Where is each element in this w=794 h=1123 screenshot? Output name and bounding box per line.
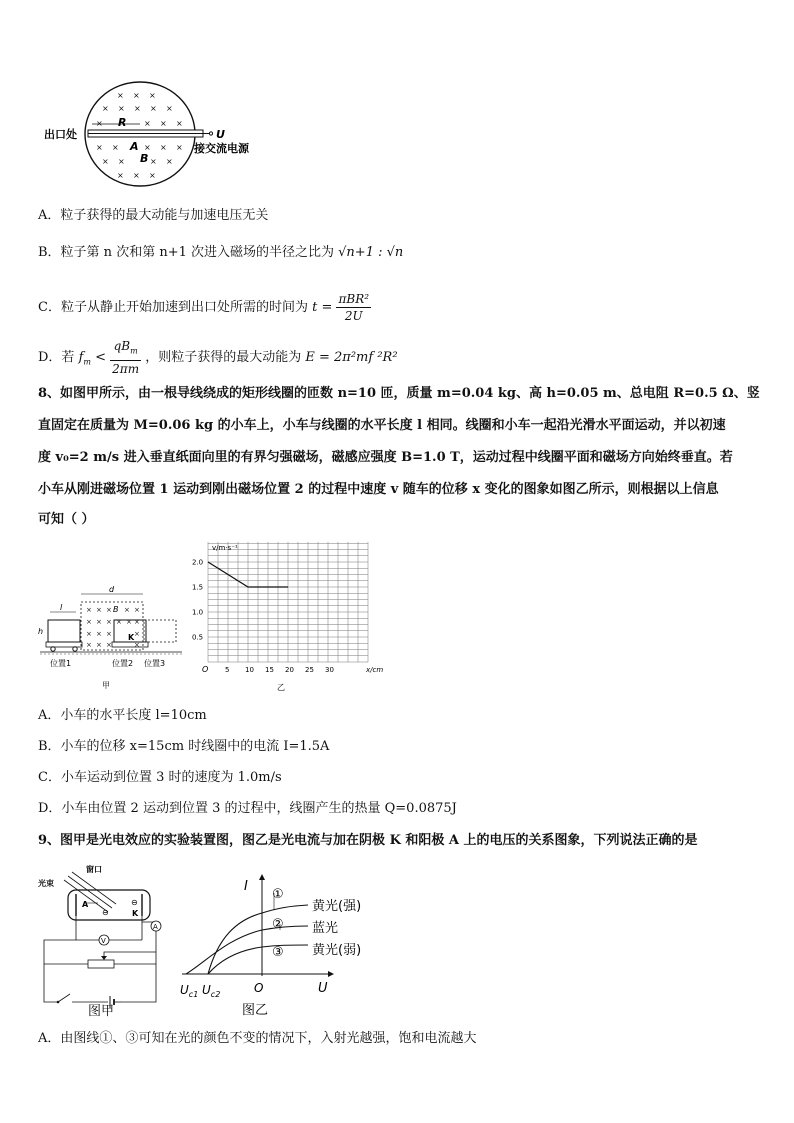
cathode-k-label: K bbox=[132, 909, 139, 918]
q8-option-c: C．小车运动到位置 3 时的速度为 1.0m/s bbox=[38, 770, 282, 785]
y-tick-label: 1.5 bbox=[192, 583, 204, 592]
l-label: l bbox=[60, 603, 63, 612]
svg-text:×: × bbox=[116, 618, 122, 626]
svg-text:×: × bbox=[106, 641, 112, 649]
svg-text:×: × bbox=[160, 119, 167, 128]
chart-x-label: x/cm bbox=[366, 666, 384, 674]
curve-1-marker: ① bbox=[272, 887, 284, 902]
svg-text:×: × bbox=[150, 104, 157, 113]
q8-figure-jia bbox=[36, 582, 186, 694]
svg-text:×: × bbox=[102, 157, 109, 166]
velocity-displacement-chart bbox=[190, 538, 390, 694]
voltage-axis-label: U bbox=[318, 981, 328, 996]
chart-y-label: v/m·s⁻¹ bbox=[212, 544, 238, 552]
origin-label-q9: O bbox=[254, 981, 264, 995]
svg-text:×: × bbox=[149, 91, 156, 100]
svg-text:×: × bbox=[106, 618, 112, 626]
svg-text:×: × bbox=[96, 119, 103, 128]
svg-text:×: × bbox=[117, 91, 124, 100]
q7-option-c-numerator: πBR² bbox=[338, 292, 370, 306]
yellow-strong-curve bbox=[208, 905, 308, 974]
figure-jia-caption: 甲 bbox=[102, 681, 110, 690]
yellow-weak-curve bbox=[208, 945, 308, 974]
q7-option-d-lt: < bbox=[95, 350, 107, 365]
cyclotron-figure bbox=[44, 80, 264, 190]
svg-text:×: × bbox=[86, 618, 92, 626]
q7-option-c-lhs: t = bbox=[312, 300, 333, 315]
h-label: h bbox=[38, 627, 44, 636]
curve-2-marker: ② bbox=[272, 917, 284, 932]
chart-origin-label: O bbox=[202, 665, 209, 674]
svg-text:×: × bbox=[166, 157, 173, 166]
svg-text:×: × bbox=[134, 618, 140, 626]
svg-text:×: × bbox=[86, 641, 92, 649]
svg-text:×: × bbox=[96, 618, 102, 626]
q8-stem-line-2: 直固定在质量为 M=0.06 kg 的小车上，小车与线圈的水平长度 l 相同。线圈和小车一起沿光滑水平面运动，并以初速 bbox=[38, 418, 726, 433]
svg-text:×: × bbox=[126, 618, 132, 626]
q8-stem-line-1: 8、如图甲所示，由一根导线绕成的矩形线圈的匝数 n=10 匝，质量 m=0.04 kg、高 h=0.05 m、总电阻 R=0.5 Ω、竖 bbox=[38, 386, 760, 401]
q8-option-d: D．小车由位置 2 运动到位置 3 的过程中，线圈产生的热量 Q=0.0875J bbox=[38, 801, 457, 816]
q9-option-a-post: 可知在光的颜色不变的情况下，入射光越强，饱和电流越大 bbox=[138, 1031, 477, 1046]
x-tick-label: 5 bbox=[225, 666, 230, 674]
y-tick-label: 0.5 bbox=[192, 633, 204, 642]
svg-text:×: × bbox=[86, 630, 92, 638]
q7-option-d-numerator: $qB_m$ bbox=[110, 338, 141, 360]
uc1-label: U bbox=[180, 983, 189, 997]
q9-figure-yi bbox=[178, 858, 378, 1020]
current-axis-label: I bbox=[244, 879, 248, 894]
svg-text:×: × bbox=[144, 143, 151, 152]
voltage-u-label: U bbox=[216, 128, 225, 141]
q9-figure-jia bbox=[38, 860, 168, 1020]
q7-option-b bbox=[38, 245, 403, 261]
q7-option-d-text2: ，则粒子获得的最大动能为 bbox=[145, 350, 302, 365]
svg-text:×: × bbox=[150, 157, 157, 166]
q7-option-d-fraction bbox=[110, 338, 141, 376]
yellow-strong-label: 黄光(强) bbox=[312, 899, 362, 914]
svg-text:×: × bbox=[106, 630, 112, 638]
d-label: d bbox=[109, 585, 115, 594]
k-label-jia: K bbox=[128, 633, 135, 642]
svg-text:×: × bbox=[149, 171, 156, 180]
svg-text:⊖: ⊖ bbox=[131, 898, 138, 907]
window-label: 窗口 bbox=[86, 865, 102, 874]
x-tick-label: 15 bbox=[265, 666, 274, 674]
x-tick-label: 30 bbox=[325, 666, 334, 674]
x-tick-label: 20 bbox=[285, 666, 294, 674]
svg-text:×: × bbox=[118, 157, 125, 166]
q7-option-c bbox=[38, 288, 371, 328]
svg-text:×: × bbox=[102, 104, 109, 113]
svg-text:×: × bbox=[106, 606, 112, 614]
anode-a-label: A bbox=[82, 900, 89, 909]
svg-text:Uc2: $U_{c2}$ bbox=[202, 983, 221, 999]
svg-text:×: × bbox=[124, 606, 130, 614]
q7-option-c-fraction bbox=[336, 291, 371, 324]
svg-text:×: × bbox=[133, 91, 140, 100]
svg-text:×: × bbox=[134, 606, 140, 614]
q9-option-a-sep: 、 bbox=[112, 1031, 126, 1046]
q9-option-a-curve3: ③ bbox=[125, 1031, 139, 1046]
svg-text:×: × bbox=[134, 641, 140, 649]
q7-option-c-text: C．粒子从静止开始加速到出口处所需的时间为 bbox=[38, 300, 308, 315]
svg-text:×: × bbox=[134, 630, 140, 638]
svg-text:×: × bbox=[96, 143, 103, 152]
yellow-weak-label: 黄光(弱) bbox=[312, 943, 362, 958]
field-b-label: B bbox=[140, 152, 149, 165]
q7-option-b-text: B．粒子第 n 次和第 n+1 次进入磁场的半径之比为 bbox=[38, 245, 334, 260]
figure-jia-caption-q9: 图甲 bbox=[88, 1004, 115, 1019]
svg-text:×: × bbox=[112, 143, 119, 152]
svg-text:×: × bbox=[96, 606, 102, 614]
q7-option-b-formula: √n+1 : √n bbox=[338, 245, 404, 260]
position-3-label: 位置3 bbox=[144, 659, 166, 668]
q8-option-a: A．小车的水平长度 l=10cm bbox=[38, 708, 207, 723]
q8-stem-line-5: 可知（ ） bbox=[38, 512, 95, 527]
exit-label: 出口处 bbox=[44, 128, 77, 141]
svg-text:×: × bbox=[133, 171, 140, 180]
q7-option-d-fm: $f_m$ bbox=[78, 350, 91, 367]
q7-option-a: A．粒子获得的最大动能与加速电压无关 bbox=[38, 208, 269, 223]
x-tick-label: 25 bbox=[305, 666, 314, 674]
svg-text:×: × bbox=[96, 641, 102, 649]
field-b-label-jia: B bbox=[113, 605, 119, 614]
uc2-label: U bbox=[202, 983, 211, 997]
y-tick-label: 2.0 bbox=[192, 558, 204, 567]
figure-yi-caption-q9: 图乙 bbox=[242, 1003, 269, 1018]
q7-option-d-denominator: 2πm bbox=[112, 361, 140, 376]
svg-text:×: × bbox=[118, 104, 125, 113]
position-2-label: 位置2 bbox=[112, 659, 134, 668]
q9-option-a-pre: A．由图线 bbox=[38, 1031, 100, 1046]
svg-text:×: × bbox=[144, 119, 151, 128]
x-tick-label: 10 bbox=[245, 666, 254, 674]
q8-figure-yi bbox=[190, 538, 390, 694]
position-1-label: 位置1 bbox=[50, 659, 72, 668]
q8-stem-line-4: 小车从刚进磁场位置 1 运动到刚出磁场位置 2 的过程中速度 v 随车的位移 x 变化的图象如图乙所示，则根据以上信息 bbox=[38, 482, 719, 497]
ac-source-label: 接交流电源 bbox=[194, 142, 249, 155]
beam-label: 光束 bbox=[38, 879, 54, 888]
point-a-label: A bbox=[130, 140, 139, 153]
voltmeter-label: V bbox=[101, 937, 106, 945]
q9-option-a-curve1: ① bbox=[99, 1031, 113, 1046]
svg-text:×: × bbox=[86, 606, 92, 614]
svg-text:⊖: ⊖ bbox=[102, 908, 109, 917]
svg-text:×: × bbox=[166, 104, 173, 113]
radius-label: R bbox=[118, 116, 127, 129]
y-tick-label: 1.0 bbox=[192, 608, 204, 617]
svg-text:×: × bbox=[134, 104, 141, 113]
figure-yi-caption: 乙 bbox=[277, 683, 285, 692]
q8-option-b: B．小车的位移 x=15cm 时线圈中的电流 I=1.5A bbox=[38, 739, 330, 754]
curve-3-marker: ③ bbox=[272, 945, 284, 960]
svg-text:×: × bbox=[117, 171, 124, 180]
q7-option-d-formula: E = 2π²mf ²R² bbox=[305, 350, 398, 365]
q7-option-d-text1: D．若 bbox=[38, 350, 75, 365]
q7-option-d bbox=[38, 338, 398, 378]
svg-text:Uc1: $U_{c1}$ bbox=[180, 983, 199, 999]
svg-text:×: × bbox=[176, 119, 183, 128]
blue-label: 蓝光 bbox=[312, 921, 339, 936]
svg-text:×: × bbox=[160, 143, 167, 152]
ammeter-label: A bbox=[153, 923, 158, 931]
q9-stem-line-1: 9、图甲是光电效应的实验装置图，图乙是光电流与加在阴极 K 和阳极 A 上的电压的关系图象，下列说法正确的是 bbox=[38, 833, 698, 848]
q8-stem-line-3: 度 v₀=2 m/s 进入垂直纸面向里的有界匀强磁场，磁感应强度 B=1.0 T，运动过程中线圈平面和磁场方向始终垂直。若 bbox=[38, 450, 733, 465]
q7-option-c-denominator: 2U bbox=[344, 309, 363, 323]
svg-text:×: × bbox=[96, 630, 102, 638]
q9-option-a bbox=[38, 1031, 476, 1047]
svg-text:×: × bbox=[176, 143, 183, 152]
